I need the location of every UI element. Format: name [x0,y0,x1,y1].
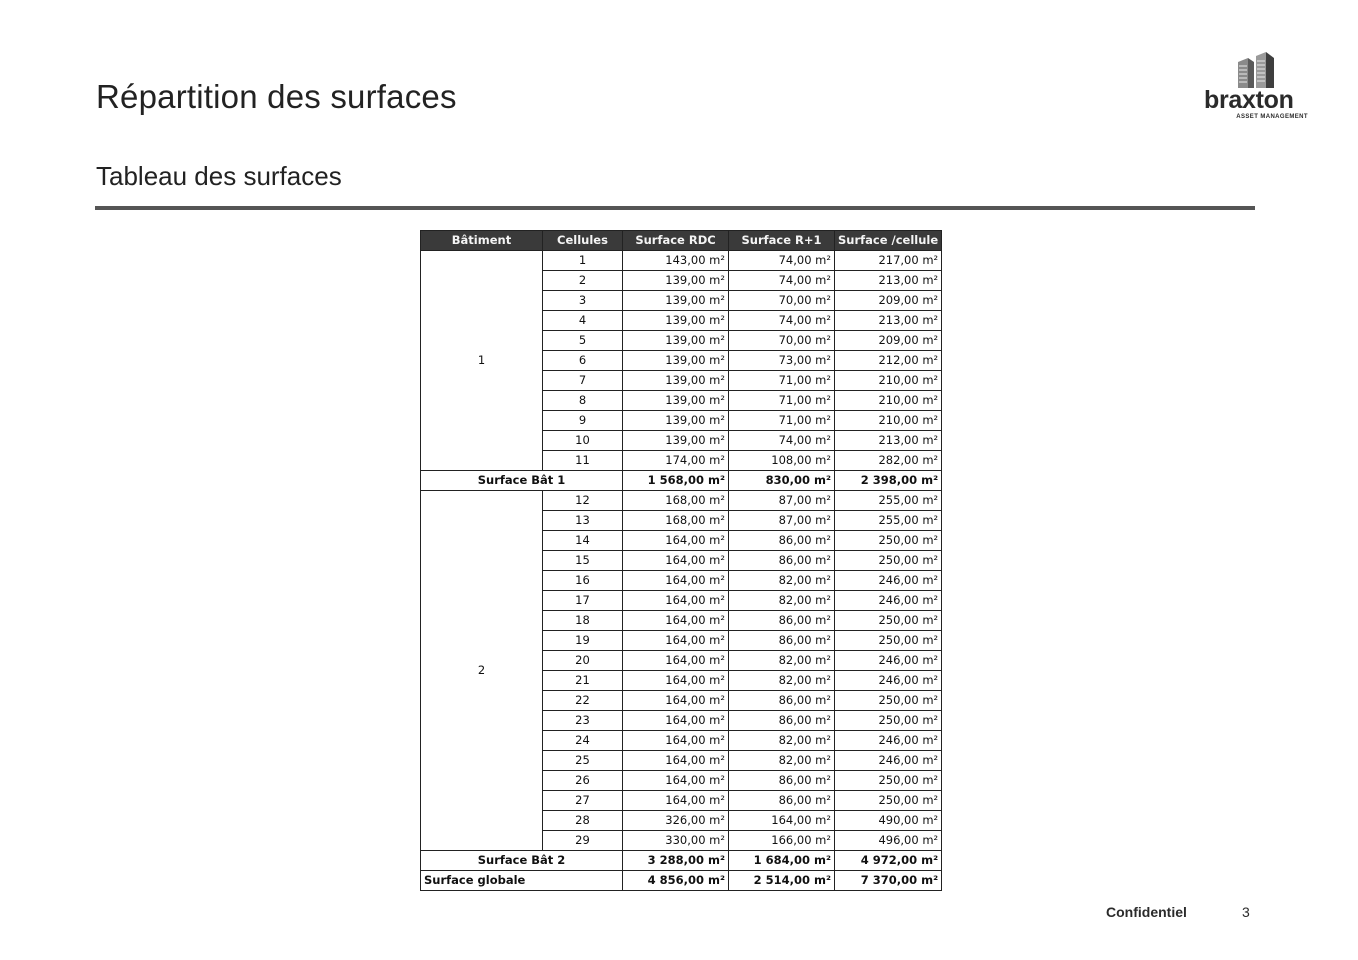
surface-r1-value: 108,00 m² [729,451,835,471]
surface-rdc-value: 143,00 m² [623,251,729,271]
header-surface-rdc: Surface RDC [623,231,729,251]
cell-number: 22 [543,691,623,711]
surface-cellule-value: 490,00 m² [835,811,942,831]
surface-cellule-value: 213,00 m² [835,311,942,331]
surface-cellule-value: 210,00 m² [835,371,942,391]
surface-cellule-value: 250,00 m² [835,531,942,551]
surface-cellule-value: 210,00 m² [835,391,942,411]
surface-cellule-value: 250,00 m² [835,611,942,631]
surface-cellule-value: 250,00 m² [835,631,942,651]
cell-number: 2 [543,271,623,291]
surface-r1-value: 86,00 m² [729,771,835,791]
logo-wordmark: braxton [1204,86,1294,114]
surface-r1-value: 86,00 m² [729,631,835,651]
surface-rdc-value: 164,00 m² [623,731,729,751]
surface-rdc-value: 174,00 m² [623,451,729,471]
surface-r1-value: 82,00 m² [729,731,835,751]
cell-number: 26 [543,771,623,791]
cell-number: 1 [543,251,623,271]
surface-rdc-value: 164,00 m² [623,691,729,711]
braxton-logo [1204,52,1308,122]
surface-rdc-value: 164,00 m² [623,671,729,691]
surface-cellule-value: 212,00 m² [835,351,942,371]
surface-r1-value: 86,00 m² [729,611,835,631]
header-surface-cellule: Surface /cellule [835,231,942,251]
surface-cellule-value: 213,00 m² [835,271,942,291]
surface-r1-value: 82,00 m² [729,591,835,611]
cell-number: 5 [543,331,623,351]
surface-r1-value: 86,00 m² [729,691,835,711]
surface-rdc-value: 139,00 m² [623,271,729,291]
surface-cellule-value: 246,00 m² [835,571,942,591]
subtotal-cellule: 4 972,00 m² [835,851,942,871]
grand-total-r1: 2 514,00 m² [729,871,835,891]
surface-rdc-value: 139,00 m² [623,411,729,431]
grand-total-rdc: 4 856,00 m² [623,871,729,891]
surface-cellule-value: 250,00 m² [835,711,942,731]
surface-cellule-value: 250,00 m² [835,691,942,711]
subtotal-row [421,471,942,491]
surface-cellule-value: 246,00 m² [835,731,942,751]
cell-number: 14 [543,531,623,551]
cell-number: 12 [543,491,623,511]
surface-rdc-value: 326,00 m² [623,811,729,831]
cell-number: 13 [543,511,623,531]
building-icon [1236,52,1280,88]
surface-rdc-value: 139,00 m² [623,391,729,411]
grand-total-label: Surface globale [421,871,623,891]
subtotal-row [421,851,942,871]
surface-rdc-value: 164,00 m² [623,651,729,671]
cell-number: 21 [543,671,623,691]
subtotal-cellule: 2 398,00 m² [835,471,942,491]
surface-cellule-value: 496,00 m² [835,831,942,851]
surfaces-table [420,230,942,891]
cell-number: 8 [543,391,623,411]
surface-r1-value: 82,00 m² [729,571,835,591]
surface-cellule-value: 282,00 m² [835,451,942,471]
building-cell: 1 [421,251,543,471]
building-cell: 2 [421,491,543,851]
surface-cellule-value: 250,00 m² [835,551,942,571]
surface-cellule-value: 213,00 m² [835,431,942,451]
surface-rdc-value: 164,00 m² [623,551,729,571]
surface-rdc-value: 330,00 m² [623,831,729,851]
cell-number: 9 [543,411,623,431]
subtotal-rdc: 1 568,00 m² [623,471,729,491]
surface-cellule-value: 246,00 m² [835,751,942,771]
header-batiment: Bâtiment [421,231,543,251]
surface-r1-value: 87,00 m² [729,491,835,511]
surface-rdc-value: 139,00 m² [623,311,729,331]
surface-r1-value: 82,00 m² [729,751,835,771]
surface-cellule-value: 246,00 m² [835,591,942,611]
table-header-row [421,231,942,251]
subtotal-label: Surface Bât 1 [421,471,623,491]
surface-cellule-value: 250,00 m² [835,771,942,791]
surface-r1-value: 86,00 m² [729,711,835,731]
surface-rdc-value: 164,00 m² [623,751,729,771]
table-row [421,491,942,511]
surface-rdc-value: 139,00 m² [623,331,729,351]
surface-r1-value: 74,00 m² [729,251,835,271]
cell-number: 25 [543,751,623,771]
subtotal-label: Surface Bât 2 [421,851,623,871]
surface-r1-value: 71,00 m² [729,411,835,431]
cell-number: 18 [543,611,623,631]
table-row [421,251,942,271]
cell-number: 29 [543,831,623,851]
subtotal-r1: 1 684,00 m² [729,851,835,871]
surface-cellule-value: 217,00 m² [835,251,942,271]
surface-r1-value: 74,00 m² [729,271,835,291]
surface-rdc-value: 168,00 m² [623,511,729,531]
surface-r1-value: 82,00 m² [729,651,835,671]
surface-r1-value: 86,00 m² [729,791,835,811]
surface-r1-value: 166,00 m² [729,831,835,851]
cell-number: 10 [543,431,623,451]
surface-r1-value: 71,00 m² [729,391,835,411]
surface-cellule-value: 209,00 m² [835,331,942,351]
cell-number: 3 [543,291,623,311]
surface-rdc-value: 164,00 m² [623,631,729,651]
section-divider [95,206,1255,210]
logo-subtitle: ASSET MANAGEMENT [1236,114,1308,120]
page-title: Répartition des surfaces [96,78,457,115]
surface-r1-value: 82,00 m² [729,671,835,691]
surface-cellule-value: 246,00 m² [835,651,942,671]
surface-r1-value: 74,00 m² [729,431,835,451]
surface-r1-value: 73,00 m² [729,351,835,371]
cell-number: 6 [543,351,623,371]
surface-rdc-value: 139,00 m² [623,351,729,371]
surface-cellule-value: 209,00 m² [835,291,942,311]
section-title: Tableau des surfaces [96,161,342,191]
surface-rdc-value: 164,00 m² [623,611,729,631]
cell-number: 28 [543,811,623,831]
surface-r1-value: 87,00 m² [729,511,835,531]
cell-number: 11 [543,451,623,471]
surface-cellule-value: 210,00 m² [835,411,942,431]
surface-rdc-value: 139,00 m² [623,371,729,391]
surface-rdc-value: 168,00 m² [623,491,729,511]
subtotal-rdc: 3 288,00 m² [623,851,729,871]
cell-number: 23 [543,711,623,731]
header-surface-r1: Surface R+1 [729,231,835,251]
cell-number: 19 [543,631,623,651]
cell-number: 7 [543,371,623,391]
surface-rdc-value: 164,00 m² [623,711,729,731]
surface-rdc-value: 164,00 m² [623,591,729,611]
surface-r1-value: 86,00 m² [729,551,835,571]
table-body [421,251,942,891]
surface-r1-value: 71,00 m² [729,371,835,391]
surface-cellule-value: 255,00 m² [835,491,942,511]
grand-total-cellule: 7 370,00 m² [835,871,942,891]
page-number: 3 [1242,904,1250,920]
surface-cellule-value: 255,00 m² [835,511,942,531]
header-cellules: Cellules [543,231,623,251]
surface-cellule-value: 250,00 m² [835,791,942,811]
cell-number: 27 [543,791,623,811]
subtotal-r1: 830,00 m² [729,471,835,491]
cell-number: 4 [543,311,623,331]
cell-number: 17 [543,591,623,611]
cell-number: 24 [543,731,623,751]
surface-r1-value: 164,00 m² [729,811,835,831]
cell-number: 15 [543,551,623,571]
surface-r1-value: 70,00 m² [729,331,835,351]
surface-r1-value: 70,00 m² [729,291,835,311]
surface-rdc-value: 164,00 m² [623,791,729,811]
surface-rdc-value: 164,00 m² [623,531,729,551]
cell-number: 20 [543,651,623,671]
grand-total-row [421,871,942,891]
surface-rdc-value: 164,00 m² [623,571,729,591]
surface-rdc-value: 164,00 m² [623,771,729,791]
surface-r1-value: 74,00 m² [729,311,835,331]
surface-cellule-value: 246,00 m² [835,671,942,691]
surface-rdc-value: 139,00 m² [623,431,729,451]
surface-rdc-value: 139,00 m² [623,291,729,311]
cell-number: 16 [543,571,623,591]
confidential-label: Confidentiel [1106,904,1187,920]
surface-r1-value: 86,00 m² [729,531,835,551]
